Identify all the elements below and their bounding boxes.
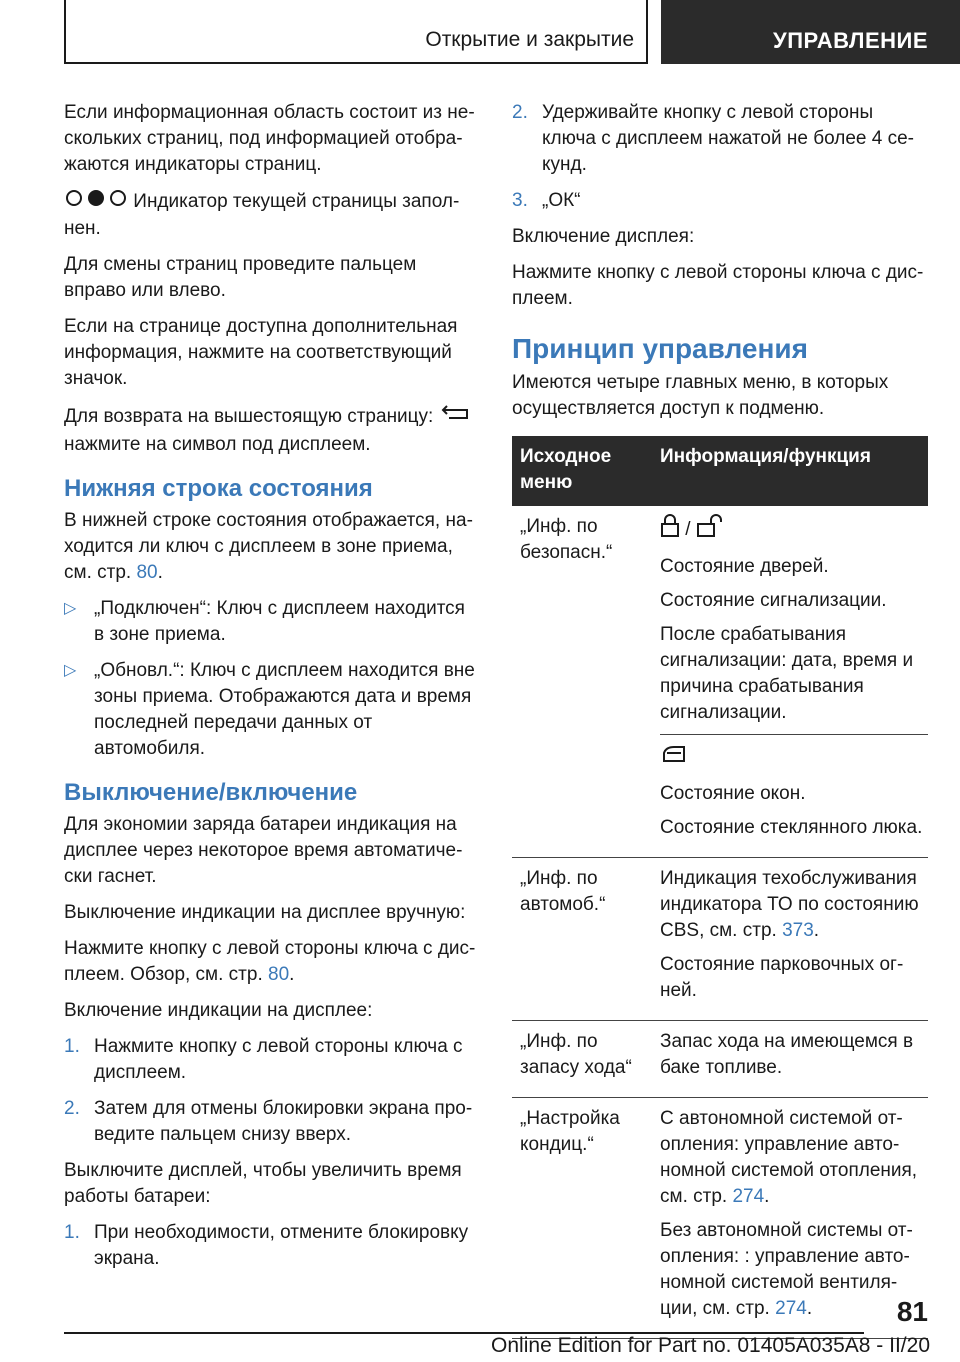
numbered-step bbox=[512, 188, 928, 214]
info-text: Состояние дверей. bbox=[660, 556, 829, 577]
step-text: При необходимости, отмените блокировку экрана. bbox=[94, 1222, 469, 1269]
list-item-text: „Подключен“: Ключ с дисплеем находится в зоне приема. bbox=[94, 598, 465, 645]
info-text: Индикация техобслуживания индикатора ТО по состоянию CBS, см. стр. bbox=[660, 868, 919, 941]
dot: . bbox=[813, 920, 820, 941]
paragraph: Если на странице доступна дополнительная информация, нажмите на соответствующий значок. bbox=[64, 316, 458, 389]
table-cell-info bbox=[652, 1098, 928, 1339]
dot: . bbox=[764, 1186, 770, 1207]
lock-open-icon bbox=[696, 514, 722, 546]
back-text: Для возврата на вышестоящую страницу: bbox=[64, 406, 434, 428]
info-text-ventilation bbox=[660, 1218, 920, 1322]
dot: . bbox=[289, 964, 295, 985]
window-icon-line bbox=[660, 743, 928, 773]
page-ref-link[interactable]: 80 bbox=[268, 964, 290, 985]
info-text-cbs bbox=[660, 866, 920, 944]
status-text: В нижней строке состояния отображается, находится ли ключ с дисплеем в зоне приема, см. стр. bbox=[64, 510, 473, 583]
paragraph: Если информационная область состоит из нескольких страниц, под информацией отображаются индикаторы страниц. bbox=[64, 102, 475, 175]
info-text: Без автономной системы отопления: : управление автономной системой вентиляции, см. стр. bbox=[660, 1220, 913, 1319]
paragraph-page-indicator bbox=[64, 188, 476, 242]
header-section-title: Открытие и закрытие bbox=[425, 28, 634, 51]
triangle-bullet-icon: ▷ bbox=[64, 600, 77, 617]
paragraph: Для экономии заряда батареи индикация на дисплее через некоторое время автоматически гаснет. bbox=[64, 814, 463, 887]
table-row bbox=[512, 1021, 928, 1098]
step-number: 1. bbox=[64, 1036, 80, 1057]
slash: / bbox=[685, 519, 691, 541]
paragraph: Выключите дисплей, чтобы увеличить время работы батареи: bbox=[64, 1160, 462, 1207]
info-text: После срабатывания сигнализации: дата, время и причина срабатывания сигнализации. bbox=[660, 624, 914, 723]
step-text: Удерживайте кнопку с левой стороны ключа с дисплеем нажатой не более 4 секунд. bbox=[542, 102, 914, 175]
heading-on-off: Выключение/включение bbox=[64, 779, 358, 806]
paragraph-status bbox=[64, 508, 476, 586]
page-number: 81 bbox=[896, 1296, 928, 1327]
info-text: С автономной системой отопления: управление автономной системой отопления, см. стр. bbox=[660, 1108, 918, 1207]
page-ref-link[interactable]: 274 bbox=[775, 1298, 807, 1319]
paragraph: Для смены страниц проведите пальцем вправо или влево. bbox=[64, 254, 417, 301]
numbered-step bbox=[512, 100, 928, 178]
header-chapter-box bbox=[661, 0, 960, 64]
step-number: 1. bbox=[64, 1222, 80, 1243]
table-cell-menu: „Инф. по безопасн.“ bbox=[512, 506, 652, 858]
table-cell-menu: „Инф. по автомоб.“ bbox=[512, 858, 652, 1021]
table-row bbox=[512, 1098, 928, 1339]
dot: . bbox=[806, 1298, 813, 1319]
page-ref-link[interactable]: 80 bbox=[136, 562, 158, 583]
lock-closed-icon bbox=[660, 514, 680, 546]
table-cell-info bbox=[652, 858, 928, 1021]
back-arrow-icon bbox=[439, 402, 473, 432]
header-section-box bbox=[64, 0, 648, 64]
lock-icons-line bbox=[660, 514, 920, 546]
sub-divider bbox=[660, 734, 928, 841]
header-chapter-title: УПРАВЛЕНИЕ bbox=[773, 28, 928, 53]
table-header-row bbox=[512, 436, 928, 506]
paragraph-overview bbox=[64, 936, 476, 988]
numbered-step bbox=[64, 1034, 476, 1086]
step-number: 2. bbox=[512, 102, 528, 123]
table-cell-menu: „Инф. по запасу хода“ bbox=[512, 1021, 652, 1098]
step-number: 2. bbox=[64, 1098, 80, 1119]
table-cell-menu: „Настройка кондиц.“ bbox=[512, 1098, 652, 1339]
paragraph: Включение индикации на дисплее: bbox=[64, 1000, 373, 1021]
table-header-cell: Исходное меню bbox=[512, 436, 652, 506]
back-text-2: нажмите на символ под дисплеем. bbox=[64, 434, 371, 455]
list-item bbox=[64, 596, 476, 648]
right-column bbox=[512, 100, 928, 1339]
left-column bbox=[64, 100, 476, 1282]
info-text: Состояние стеклянного люка. bbox=[660, 817, 923, 838]
table-row bbox=[512, 506, 928, 858]
numbered-step bbox=[64, 1096, 476, 1148]
step-text: Затем для отмены блокировки экрана проведите пальцем снизу вверх. bbox=[94, 1098, 473, 1145]
info-text: Состояние окон. bbox=[660, 783, 806, 804]
info-text: Состояние сигнализации. bbox=[660, 590, 887, 611]
step-text: „ОК“ bbox=[542, 190, 581, 211]
numbered-step bbox=[64, 1220, 476, 1272]
triangle-bullet-icon: ▷ bbox=[64, 662, 77, 679]
page-indicator-icon bbox=[64, 188, 128, 216]
list-item-text: „Обновл.“: Ключ с дисплеем находится вне зоны приема. Отображаются дата и время последней передачи данных от автомобиля. bbox=[94, 660, 475, 759]
menu-table bbox=[512, 436, 928, 1339]
paragraph: Нажмите кнопку с левой стороны ключа с дисплеем. bbox=[512, 262, 924, 309]
heading-operating-principle: Принцип управления bbox=[512, 333, 808, 364]
paragraph: Включение дисплея: bbox=[512, 226, 695, 247]
car-window-icon bbox=[660, 743, 688, 773]
page-indicator-text: Индикатор текущей страницы заполнен. bbox=[64, 191, 460, 239]
table-cell-info bbox=[652, 1021, 928, 1098]
footer-edition: Online Edition for Part no. 01405A035A8 - II/20 bbox=[491, 1334, 930, 1357]
page-ref-link[interactable]: 274 bbox=[732, 1186, 765, 1207]
table-row bbox=[512, 858, 928, 1021]
list-item bbox=[64, 658, 476, 762]
info-text: Состояние парковочных огней. bbox=[660, 954, 904, 1001]
step-text: Нажмите кнопку с левой стороны ключа с дисплеем. bbox=[94, 1036, 463, 1083]
heading-status-bar: Нижняя строка состояния bbox=[64, 475, 373, 502]
table-cell-info bbox=[652, 506, 928, 858]
paragraph-back bbox=[64, 402, 476, 458]
dot: . bbox=[157, 562, 163, 583]
page-ref-link[interactable]: 373 bbox=[782, 920, 814, 941]
table-header-cell: Информация/функция bbox=[652, 436, 928, 506]
info-text: Запас хода на имеющемся в баке топливе. bbox=[660, 1031, 914, 1078]
overview-text: Нажмите кнопку с левой стороны ключа с дисплеем. Обзор, см. стр. bbox=[64, 938, 476, 985]
info-text-heating bbox=[660, 1106, 920, 1210]
step-number: 3. bbox=[512, 190, 528, 211]
paragraph: Выключение индикации на дисплее вручную: bbox=[64, 902, 466, 923]
paragraph: Имеются четыре главных меню, в которых осуществляется доступ к подменю. bbox=[512, 372, 889, 419]
